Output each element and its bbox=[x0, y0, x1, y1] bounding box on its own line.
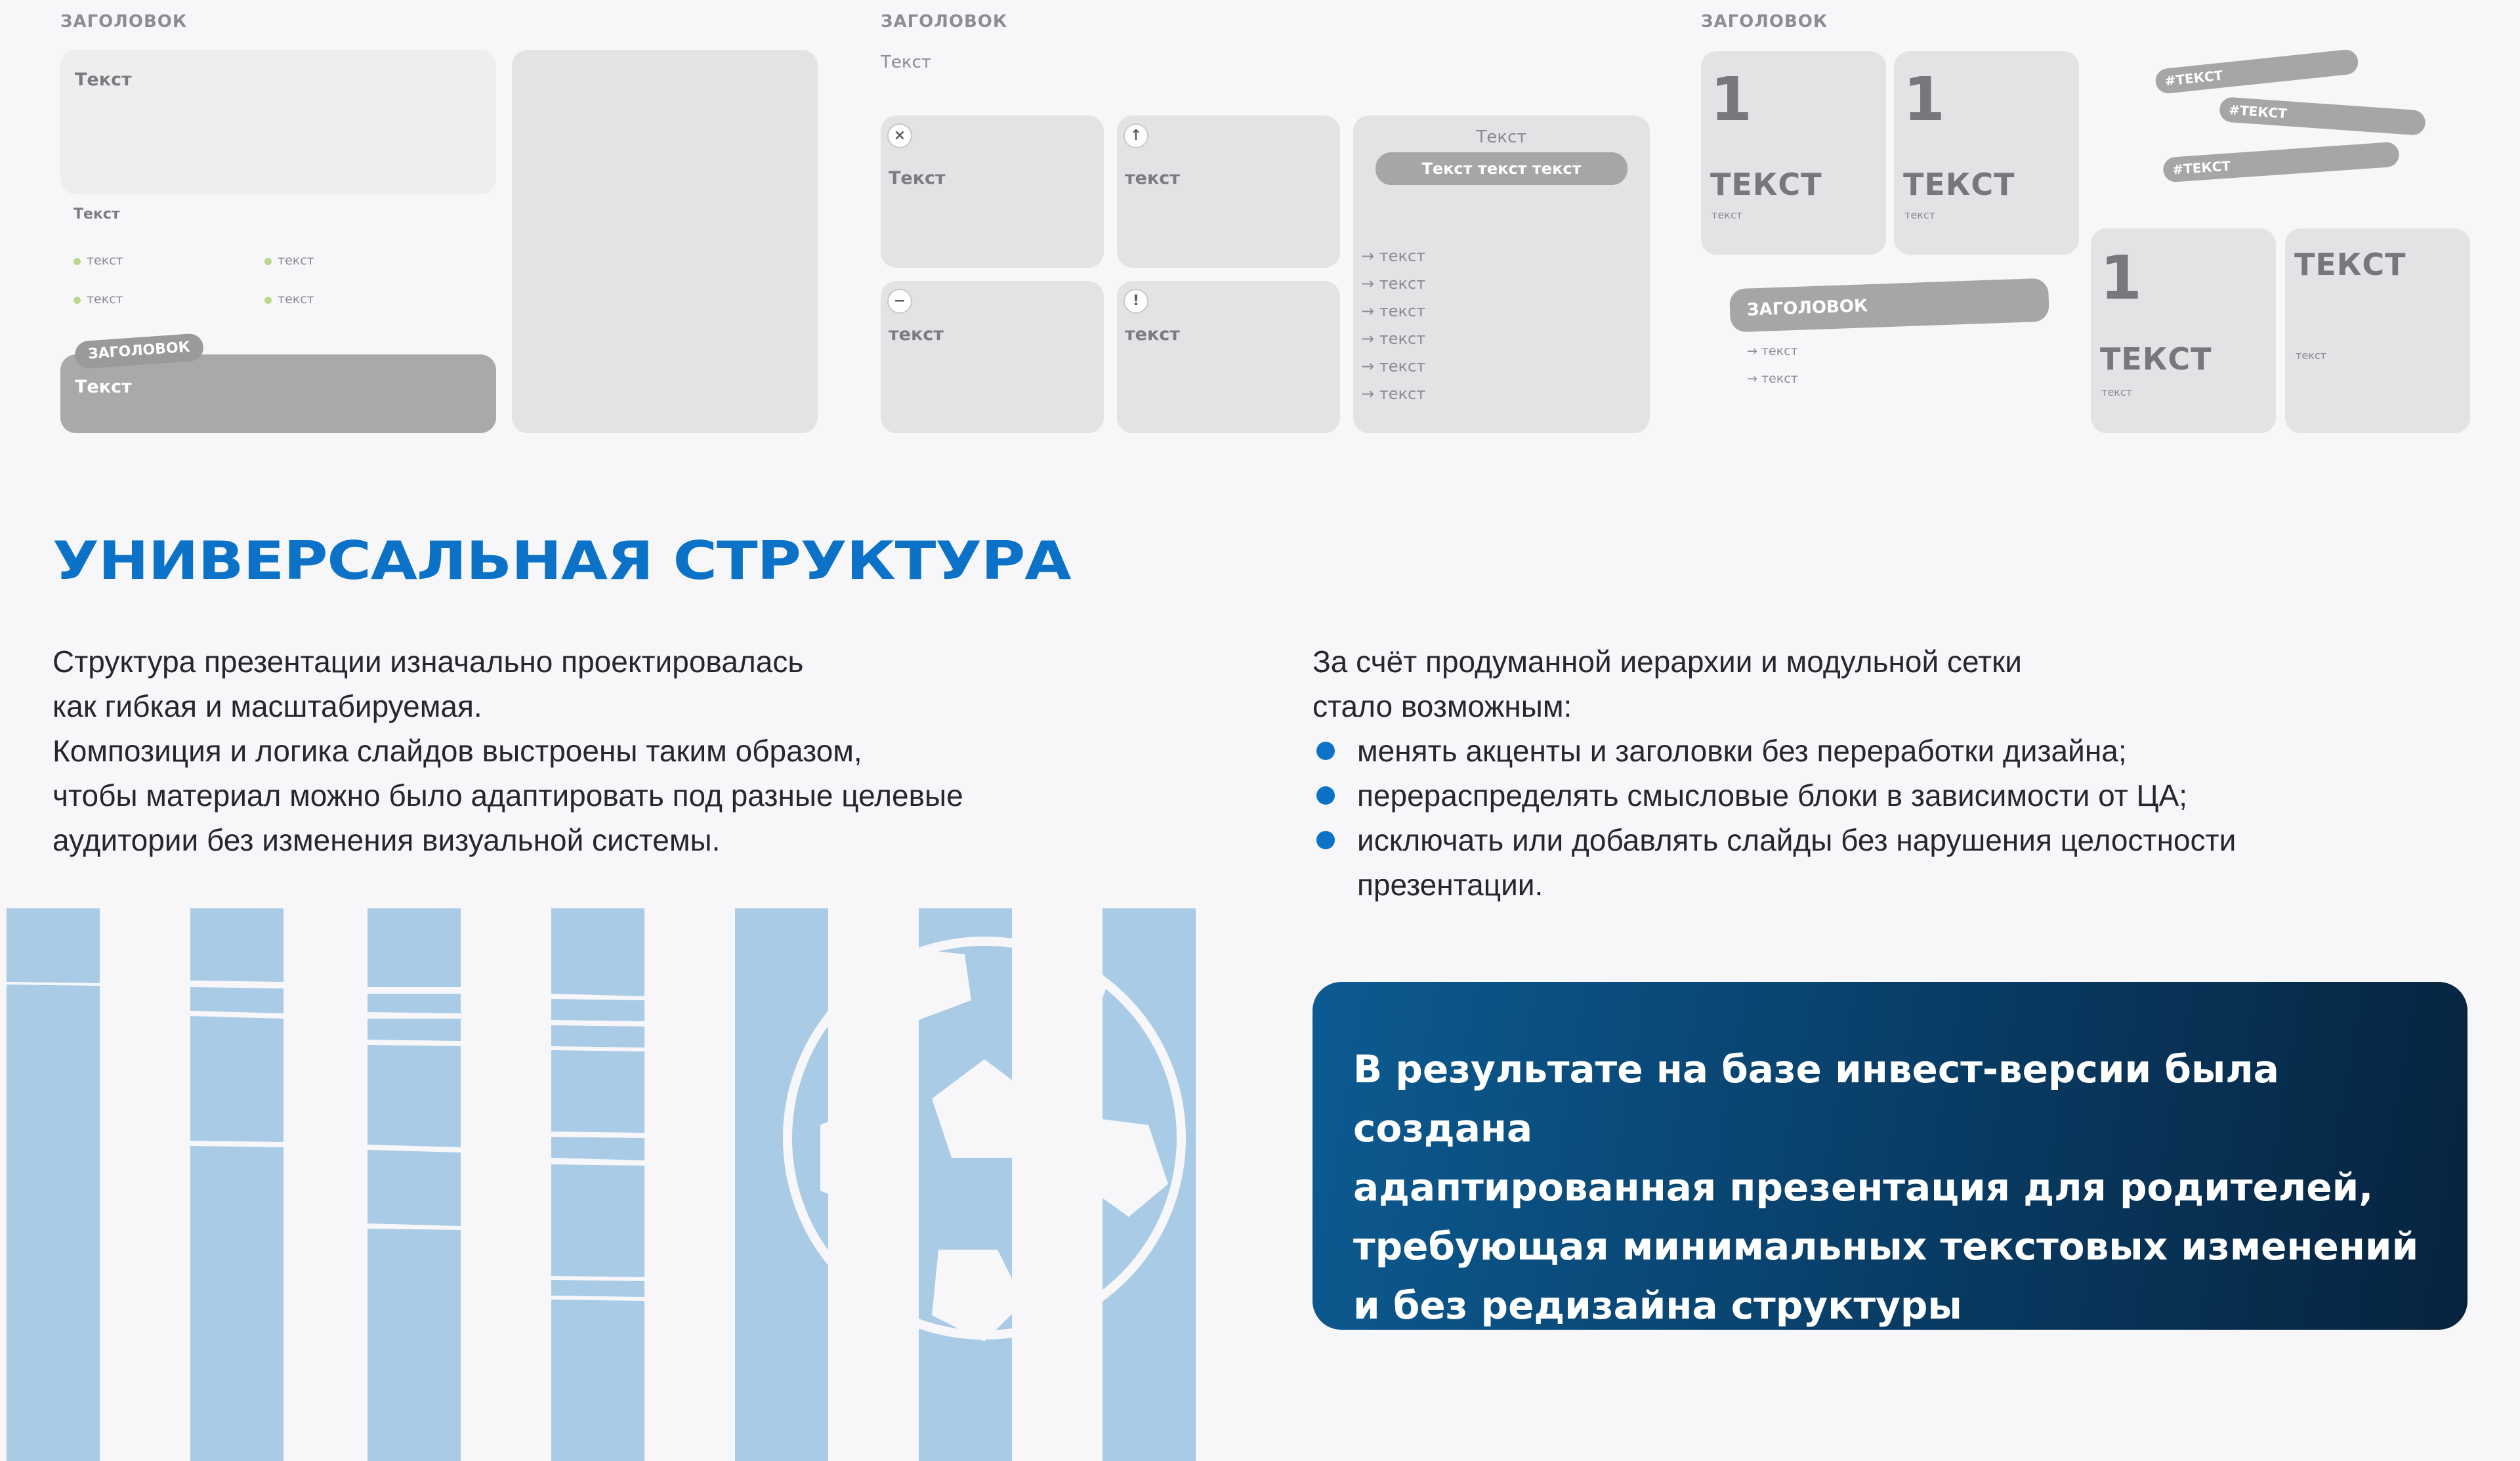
card bbox=[881, 281, 1104, 433]
section-heading: УНИВЕРСАЛЬНАЯ СТРУКТУРА bbox=[52, 530, 1071, 591]
list-item-text: текст bbox=[1379, 329, 1426, 348]
tag-pill: ЗАГОЛОВОК bbox=[74, 333, 204, 370]
hashtag-pill: #ТЕКСТ bbox=[2154, 49, 2359, 95]
list-item: текст bbox=[278, 292, 314, 307]
paragraph-line: аудитории без изменения визуальной системы. bbox=[52, 823, 721, 857]
caption: ЗАГОЛОВОК bbox=[1701, 12, 1828, 32]
arrow-right-icon: → bbox=[1361, 247, 1375, 265]
card-small: текст bbox=[2296, 349, 2326, 362]
bullet-item bbox=[1357, 729, 2127, 773]
arrow-right-icon: → bbox=[1361, 302, 1375, 320]
list-item-text: текст bbox=[1761, 371, 1798, 386]
list-item bbox=[1361, 385, 1425, 403]
card-title: ТЕКСТ bbox=[1710, 167, 1822, 202]
subtitle: Текст bbox=[881, 53, 932, 72]
result-text bbox=[1353, 1040, 2456, 1335]
card-title: ТЕКСТ bbox=[2294, 247, 2406, 282]
list-item bbox=[1747, 344, 1798, 358]
arrow-right-icon: → bbox=[1361, 357, 1375, 375]
paragraph-line: как гибкая и масштабируемая. bbox=[52, 689, 482, 723]
list-item-text: текст bbox=[1379, 385, 1426, 403]
result-line: и без редизайна структуры bbox=[1353, 1283, 1962, 1328]
number-card bbox=[2091, 228, 2276, 433]
paragraph-line: Структура презентации изначально проектировалась bbox=[52, 645, 804, 679]
card-small: текст bbox=[1904, 209, 1935, 221]
striped-football-illustration bbox=[0, 908, 1201, 1461]
close-icon: × bbox=[887, 123, 912, 148]
list-item bbox=[1361, 247, 1425, 265]
bullet-item bbox=[1357, 818, 2236, 907]
paragraph-line: стало возможным: bbox=[1312, 689, 1572, 723]
card-small: текст bbox=[2101, 386, 2132, 398]
list-item: текст bbox=[87, 292, 123, 307]
list-item bbox=[1361, 357, 1425, 375]
bullet-dot bbox=[74, 297, 81, 304]
list-item-text: текст bbox=[1379, 274, 1426, 293]
card bbox=[1117, 116, 1340, 268]
result-line: требующая минимальных текстовых изменений bbox=[1353, 1224, 2419, 1269]
card-text: текст bbox=[889, 324, 944, 345]
list-item bbox=[1361, 274, 1425, 293]
card-number: 1 bbox=[2100, 243, 2143, 313]
caption: ЗАГОЛОВОК bbox=[881, 12, 1008, 32]
list-item bbox=[1747, 371, 1798, 386]
card bbox=[881, 116, 1104, 268]
list-item: текст bbox=[278, 253, 314, 268]
bullet-text: презентации. bbox=[1357, 868, 1544, 902]
card-title: ТЕКСТ bbox=[2100, 341, 2212, 377]
bullet-dot bbox=[1316, 742, 1335, 760]
bullet-text: исключать или добавлять слайды без нарушения целостности bbox=[1357, 823, 2236, 857]
arrow-right-icon: → bbox=[1361, 329, 1375, 348]
list-card-pill: Текст текст текст bbox=[1376, 152, 1628, 185]
hashtag-pill: #ТЕКСТ bbox=[2162, 141, 2400, 182]
accent-block-text: Текст bbox=[75, 377, 132, 397]
paragraph-line: Композиция и логика слайдов выстроены таким образом, bbox=[52, 734, 862, 768]
paragraph-line: За счёт продуманной иерархии и модульной сетки bbox=[1312, 645, 2022, 679]
list-item-text: текст bbox=[1379, 302, 1426, 320]
result-line: В результате на базе инвест-версии была создана bbox=[1353, 1047, 2279, 1151]
accent-block bbox=[60, 354, 496, 433]
list-card bbox=[1353, 116, 1650, 433]
result-line: адаптированная презентация для родителей, bbox=[1353, 1165, 2374, 1210]
title-card bbox=[2285, 228, 2470, 433]
arrow-right-icon: → bbox=[1747, 371, 1757, 386]
caption: ЗАГОЛОВОК bbox=[60, 12, 188, 32]
bullet-item bbox=[1357, 773, 2187, 818]
result-panel bbox=[1312, 982, 2468, 1330]
bullet-dot bbox=[74, 258, 81, 265]
bullet-dot bbox=[1316, 831, 1335, 849]
image-placeholder bbox=[512, 50, 818, 433]
list-item: текст bbox=[87, 253, 123, 268]
card-title: ТЕКСТ bbox=[1903, 167, 2015, 202]
text-block bbox=[60, 50, 496, 194]
sub-label: Текст bbox=[74, 206, 120, 222]
list-item bbox=[1361, 302, 1425, 320]
hashtag-pill: #ТЕКСТ bbox=[2219, 96, 2426, 136]
text-block-label: Текст bbox=[75, 70, 132, 90]
list-item-text: текст bbox=[1379, 357, 1426, 375]
bullet-dot bbox=[264, 297, 272, 304]
bullet-text: менять акценты и заголовки без переработки дизайна; bbox=[1357, 734, 2127, 768]
list-item-text: текст bbox=[1379, 247, 1426, 265]
paragraph-line: чтобы материал можно было адаптировать под разные целевые bbox=[52, 778, 963, 813]
heading-pill: ЗАГОЛОВОК bbox=[1729, 278, 2049, 333]
bullet-text: перераспределять смысловые блоки в зависимости от ЦА; bbox=[1357, 778, 2188, 813]
left-paragraph bbox=[52, 639, 963, 862]
bullet-dot bbox=[264, 258, 272, 265]
arrow-right-icon: → bbox=[1747, 344, 1757, 358]
card-text: текст bbox=[1125, 168, 1180, 188]
card-number: 1 bbox=[1710, 64, 1753, 135]
minus-icon: − bbox=[887, 289, 912, 314]
number-card bbox=[1701, 51, 1886, 255]
card-number: 1 bbox=[1903, 64, 1946, 135]
number-card bbox=[1894, 51, 2079, 255]
card-small: текст bbox=[1712, 209, 1742, 221]
arrow-right-icon: → bbox=[1361, 274, 1375, 293]
card-text: Текст bbox=[889, 168, 946, 188]
arrow-up-icon: ↑ bbox=[1124, 123, 1148, 148]
bullet-dot bbox=[1316, 786, 1335, 805]
list-card-title: Текст bbox=[1476, 127, 1527, 147]
arrow-right-icon: → bbox=[1361, 385, 1375, 403]
card-text: текст bbox=[1125, 324, 1180, 345]
card bbox=[1117, 281, 1340, 433]
list-item bbox=[1361, 329, 1425, 348]
list-item-text: текст bbox=[1761, 344, 1798, 358]
right-intro bbox=[1312, 639, 2022, 729]
warning-icon: ! bbox=[1124, 289, 1148, 314]
